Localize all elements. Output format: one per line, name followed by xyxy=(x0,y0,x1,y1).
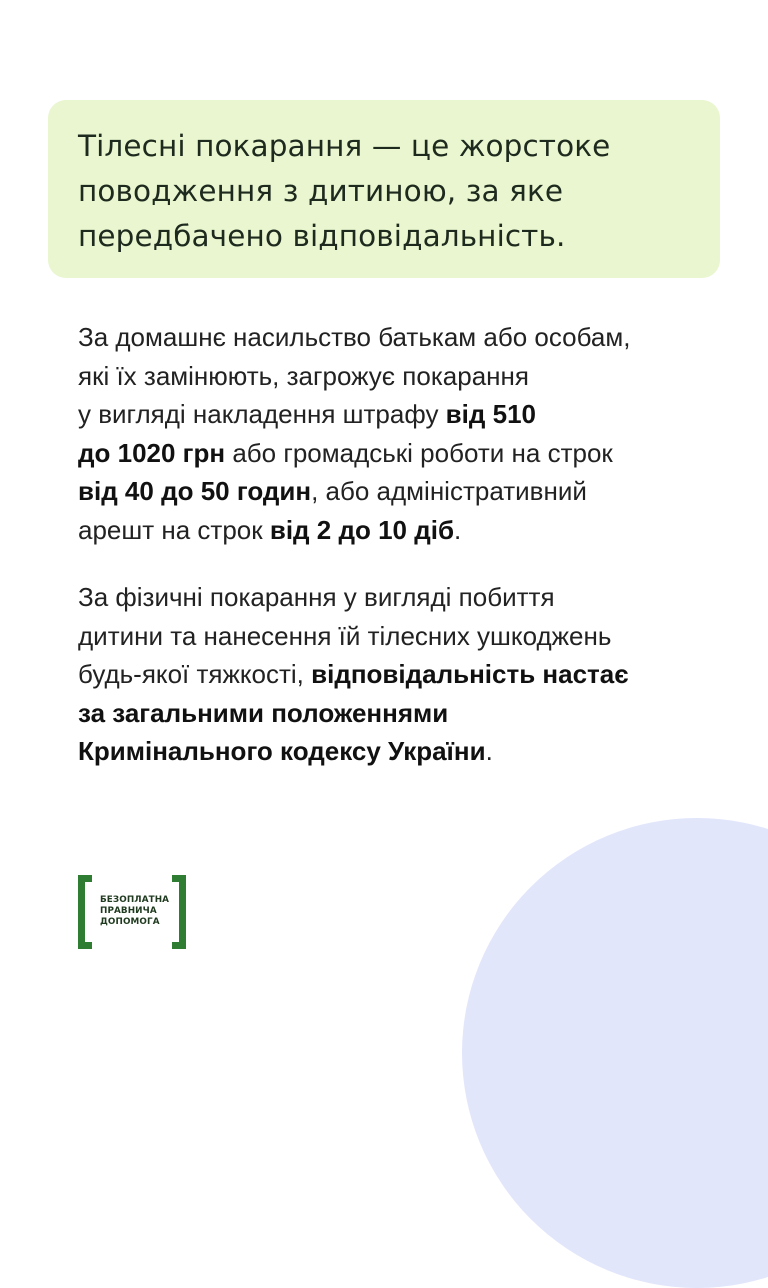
liability-statement: за загальними положеннями xyxy=(78,697,449,728)
logo-right-bracket xyxy=(172,875,186,949)
callout-line: передбачено відповідальність. xyxy=(78,219,566,253)
free-legal-aid-logo xyxy=(78,875,186,949)
community-work-hours: від 40 до 50 годин xyxy=(78,476,312,507)
callout-heading xyxy=(78,124,690,259)
fine-amount: до 1020 грн xyxy=(78,437,226,468)
fine-amount: від 510 xyxy=(445,399,536,430)
criminal-code-reference: Кримінального кодексу України xyxy=(78,736,486,767)
domestic-violence-paragraph: За домашнє насильство батькам або особам, які їх замінюють, загрожує покарання у вигляді накладення штрафу від 510 до 1020 грн або громадські роботи на строк від 40 до 50 годин, або адміністративний арешт на строк від 2 до 10 діб. xyxy=(78,322,631,545)
physical-punishment-paragraph: За фізичні покарання у вигляді побиття дитини та нанесення їй тілесних ушкоджень будь-якої тяжкості, відповідальність настає за загальними положеннями Кримінального кодексу України. xyxy=(78,582,629,767)
arrest-days: від 2 до 10 діб xyxy=(269,514,455,545)
logo-left-bracket xyxy=(78,875,92,949)
callout-line: Тілесні покарання — це жорстоке xyxy=(78,129,611,163)
callout-line: поводження з дитиною, за яке xyxy=(78,174,564,208)
logo-text: БЕЗОПЛАТНА ПРАВНИЧА ДОПОМОГА xyxy=(100,895,170,928)
highlight-callout xyxy=(48,100,720,278)
liability-statement: відповідальність настає xyxy=(311,659,629,690)
decorative-blob xyxy=(462,818,768,1288)
